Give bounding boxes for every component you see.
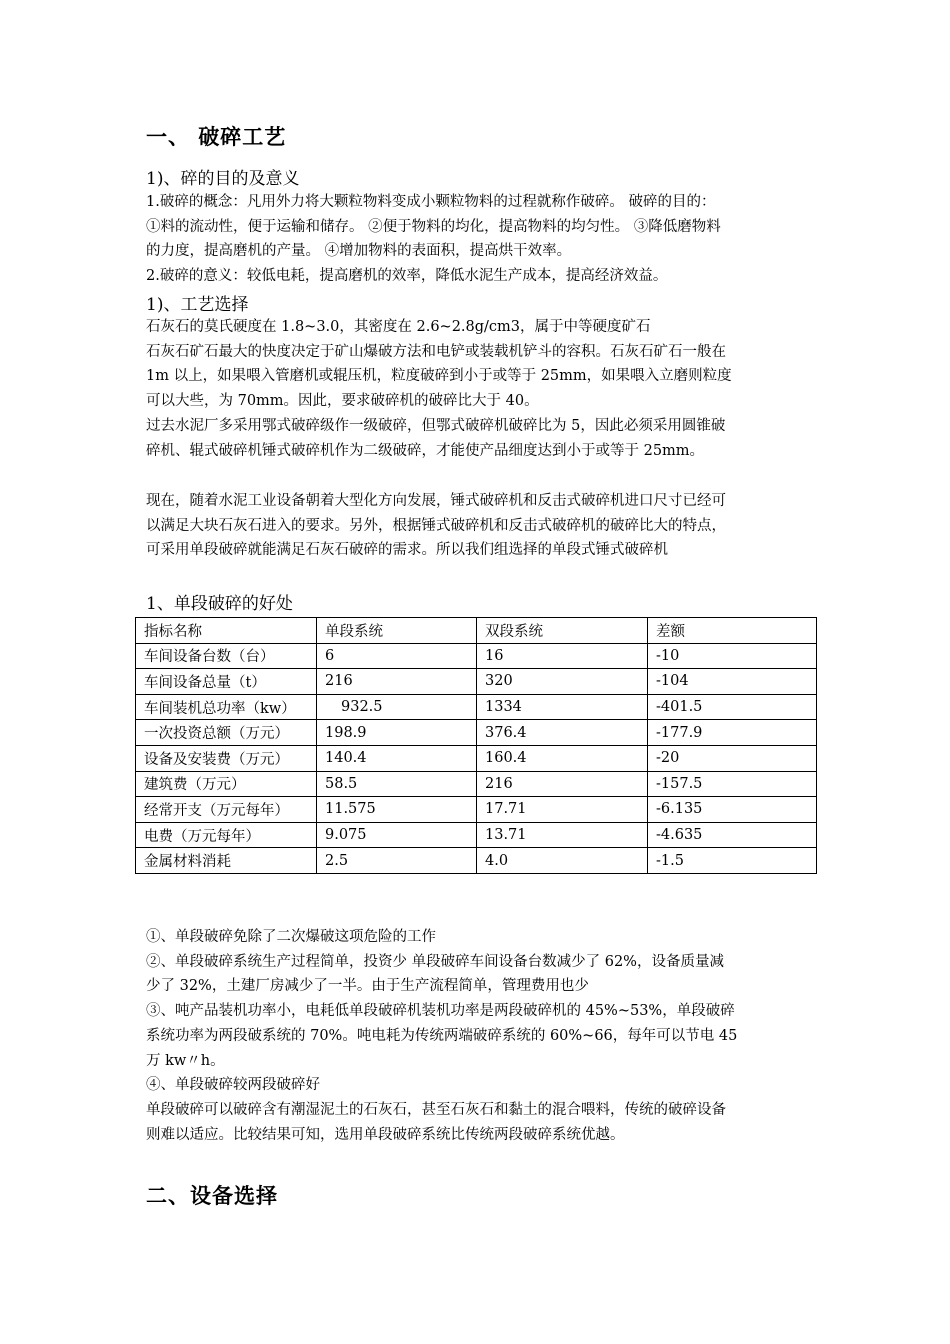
comparison-table xyxy=(135,617,817,874)
table-cell: -6.135 xyxy=(648,797,817,823)
text-line: 现在，随着水泥工业设备朝着大型化方向发展，锤式破碎机和反击式破碎机进口尺寸已经可 xyxy=(146,493,726,509)
table-header-cell: 双段系统 xyxy=(477,618,648,644)
table-row xyxy=(136,771,817,797)
table-cell: -1.5 xyxy=(648,848,817,874)
subheading-process-selection: 1)、工艺选择 xyxy=(146,295,249,315)
table-row xyxy=(136,694,817,720)
table-cell: 13.71 xyxy=(477,822,648,848)
table-cell: 17.71 xyxy=(477,797,648,823)
text-line: 可采用单段破碎就能满足石灰石破碎的需求。所以我们组选择的单段式锤式破碎机 xyxy=(146,542,668,559)
table-cell: 58.5 xyxy=(317,771,477,797)
table-cell: 9.075 xyxy=(317,822,477,848)
table-header-row xyxy=(136,618,817,644)
table-cell: 车间设备总量（t） xyxy=(136,669,317,695)
paragraph-concept xyxy=(146,190,810,289)
table-cell: -4.635 xyxy=(648,822,817,848)
table-cell: -20 xyxy=(648,745,817,771)
text-line: 万 kw〃h。 xyxy=(146,1052,225,1069)
table-cell: -177.9 xyxy=(648,720,817,746)
paragraph-limestone xyxy=(146,315,810,463)
text-line: ④、单段破碎较两段破碎好 xyxy=(146,1077,320,1094)
text-line: 系统功率为两段破系统的 70%。吨电耗为传统两端破碎系统的 60%~66，每年可以节电 45 xyxy=(146,1027,738,1044)
text-line: 少了 32%，土建厂房减少了一半。由于生产流程简单，管理费用也少 xyxy=(146,978,589,995)
table-cell: 车间设备台数（台） xyxy=(136,643,317,669)
text-line: 2.破碎的意义：较低电耗，提高磨机的效率，降低水泥生产成本，提高经济效益。 xyxy=(146,268,668,285)
table-cell: 车间装机总功率（kw） xyxy=(136,694,317,720)
table-row xyxy=(136,720,817,746)
table-row xyxy=(136,669,817,695)
table-cell: 6 xyxy=(317,643,477,669)
table-cell: 16 xyxy=(477,643,648,669)
section-heading-crushing-process: 一、 破碎工艺 xyxy=(146,125,287,149)
table-cell: 一次投资总额（万元） xyxy=(136,720,317,746)
text-line: 过去水泥厂多采用鄂式破碎级作一级破碎，但鄂式破碎机破碎比为 5，因此必须采用圆锥破 xyxy=(146,417,726,434)
table-cell: 1334 xyxy=(477,694,648,720)
table-row xyxy=(136,643,817,669)
table-cell: 198.9 xyxy=(317,720,477,746)
table-row xyxy=(136,822,817,848)
table-header-cell: 差额 xyxy=(648,618,817,644)
text-line: ①料的流动性，便于运输和储存。 ②便于物料的均化，提高物料的均匀性。 ③降低磨物料 xyxy=(146,218,721,235)
text-line: 1m 以上，如果喂入管磨机或辊压机，粒度破碎到小于或等于 25mm，如果喂入立磨则粒度 xyxy=(146,368,732,385)
table-cell: 932.5 xyxy=(317,694,477,720)
text-line: 碎机、辊式破碎机锤式破碎机作为二级破碎，才能使产品细度达到小于或等于 25mm。 xyxy=(146,442,705,459)
text-line: ③、吨产品装机功率小，电耗低单段破碎机装机功率是两段破碎机的 45%~53%，单段破碎 xyxy=(146,1003,735,1020)
table-cell: -10 xyxy=(648,643,817,669)
table-cell: 电费（万元每年） xyxy=(136,822,317,848)
table-cell: 建筑费（万元） xyxy=(136,771,317,797)
table-cell: 经常开支（万元每年） xyxy=(136,797,317,823)
table-cell: 376.4 xyxy=(477,720,648,746)
table-cell: 160.4 xyxy=(477,745,648,771)
section-heading-equipment-selection: 二、设备选择 xyxy=(146,1184,278,1208)
table-cell: 4.0 xyxy=(477,848,648,874)
text-line: ②、单段破碎系统生产过程简单，投资少 单段破碎车间设备台数减少了 62%，设备质量减 xyxy=(146,953,724,970)
table-cell: -401.5 xyxy=(648,694,817,720)
table-header-cell: 单段系统 xyxy=(317,618,477,644)
text-line: 单段破碎可以破碎含有潮湿泥土的石灰石，甚至石灰石和黏土的混合喂料，传统的破碎设备 xyxy=(146,1101,726,1118)
text-line: 石灰石矿石最大的快度决定于矿山爆破方法和电铲或装载机铲斗的容积。石灰石矿石一般在 xyxy=(146,343,726,360)
table-row xyxy=(136,848,817,874)
table-cell: 216 xyxy=(317,669,477,695)
text-line: 石灰石的莫氏硬度在 1.8~3.0，其密度在 2.6~2.8g/cm3，属于中等硬度矿石 xyxy=(146,319,651,335)
text-line: 的力度，提高磨机的产量。 ④增加物料的表面积，提高烘干效率。 xyxy=(146,243,572,260)
table-cell: -157.5 xyxy=(648,771,817,797)
table-cell: 金属材料消耗 xyxy=(136,848,317,874)
table-cell: 2.5 xyxy=(317,848,477,874)
table-cell: 设备及安装费（万元） xyxy=(136,745,317,771)
paragraph-benefits xyxy=(146,925,810,1147)
paragraph-current-trend xyxy=(146,489,810,563)
table-cell: 320 xyxy=(477,669,648,695)
table-cell: 140.4 xyxy=(317,745,477,771)
subheading-single-stage-benefits: 1、单段破碎的好处 xyxy=(146,594,293,614)
table-cell: 11.575 xyxy=(317,797,477,823)
table-header-cell: 指标名称 xyxy=(136,618,317,644)
text-line: 1.破碎的概念：凡用外力将大颗粒物料变成小颗粒物料的过程就称作破碎。 破碎的目的： xyxy=(146,194,716,210)
text-line: 以满足大块石灰石进入的要求。另外，根据锤式破碎机和反击式破碎机的破碎比大的特点， xyxy=(146,517,726,534)
text-line: 可以大些，为 70mm。因此，要求破碎机的破碎比大于 40。 xyxy=(146,393,539,410)
table-cell: 216 xyxy=(477,771,648,797)
table-row xyxy=(136,797,817,823)
table-row xyxy=(136,745,817,771)
table-cell: -104 xyxy=(648,669,817,695)
subheading-purpose: 1)、碎的目的及意义 xyxy=(146,169,300,189)
text-line: 则难以适应。比较结果可知，选用单段破碎系统比传统两段破碎系统优越。 xyxy=(146,1126,625,1143)
text-line: ①、单段破碎免除了二次爆破这项危险的工作 xyxy=(146,929,436,945)
